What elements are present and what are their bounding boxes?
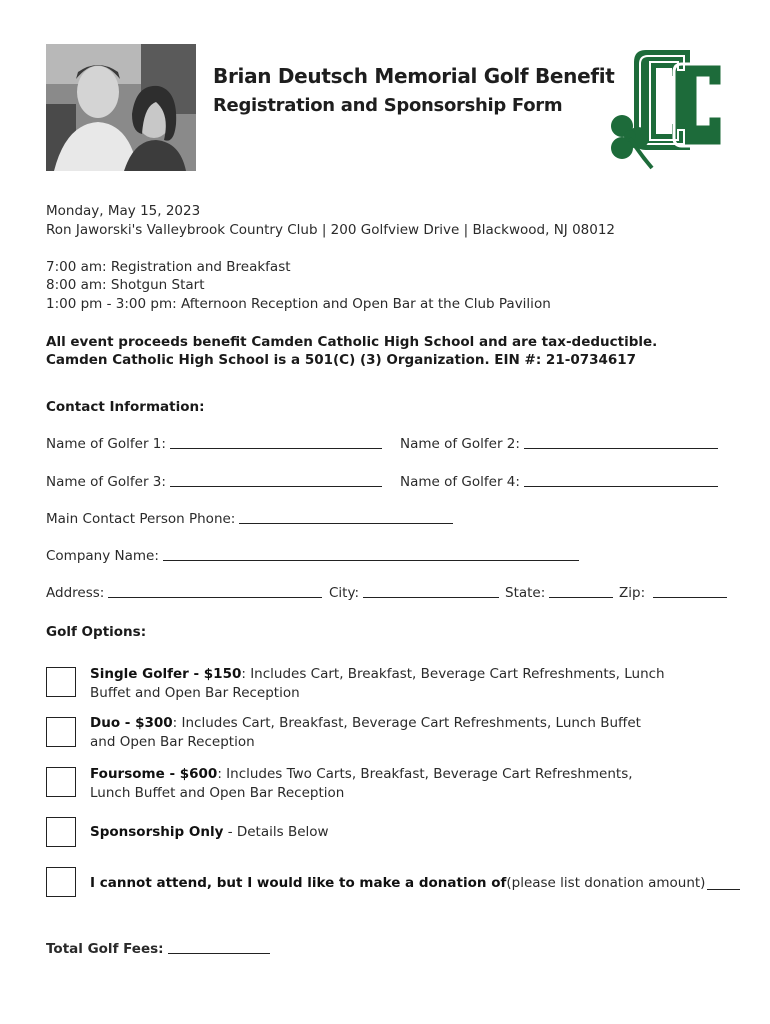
zip-label: Zip: (619, 585, 646, 601)
event-date: Monday, May 15, 2023 (46, 203, 201, 219)
address-label: Address: (46, 585, 105, 601)
duo-checkbox[interactable] (46, 717, 76, 747)
event-venue: Ron Jaworski's Valleybrook Country Club | 200 Golfview Drive | Blackwood, NJ 08012 (46, 222, 616, 238)
golfer-3-label: Name of Golfer 3: (46, 474, 166, 490)
company-line[interactable] (163, 559, 579, 561)
form-title: Brian Deutsch Memorial Golf Benefit (213, 64, 615, 88)
golfer-4-label: Name of Golfer 4: (400, 474, 520, 490)
golfer-4-line[interactable] (524, 485, 718, 487)
single-golfer-checkbox[interactable] (46, 667, 76, 697)
contact-heading: Contact Information: (46, 399, 205, 415)
city-line[interactable] (363, 596, 499, 598)
option-title: I cannot attend, but I would like to make a donation of (90, 875, 507, 891)
option-desc-cont: and Open Bar Reception (90, 734, 255, 750)
golfer-1-label: Name of Golfer 1: (46, 436, 166, 452)
memorial-photo (46, 44, 196, 171)
option-desc: : Includes Two Carts, Breakfast, Beverage Cart Refreshments, (217, 766, 633, 782)
state-label: State: (505, 585, 546, 601)
phone-line[interactable] (239, 522, 453, 524)
golf-options-heading: Golf Options: (46, 624, 147, 640)
golfer-2-line[interactable] (524, 447, 718, 449)
form-subtitle: Registration and Sponsorship Form (213, 95, 563, 116)
donation-checkbox[interactable] (46, 867, 76, 897)
state-field[interactable] (505, 585, 613, 601)
total-fees-label: Total Golf Fees: (46, 941, 164, 957)
ein-notice: Camden Catholic High School is a 501(C) (3) Organization. EIN #: 21-0734617 (46, 352, 637, 368)
option-desc: (please list donation amount) (506, 875, 706, 891)
phone-field[interactable] (46, 511, 453, 527)
sponsorship-checkbox[interactable] (46, 817, 76, 847)
donation-option (90, 874, 740, 893)
address-field[interactable] (46, 585, 322, 601)
option-desc-cont: Buffet and Open Bar Reception (90, 685, 300, 701)
donation-amount-line[interactable] (707, 888, 740, 890)
phone-label: Main Contact Person Phone: (46, 511, 236, 527)
option-title: Duo - $300 (90, 715, 173, 731)
option-desc: : Includes Cart, Breakfast, Beverage Cart Refreshments, Lunch Buffet (172, 715, 641, 731)
golfer-2-label: Name of Golfer 2: (400, 436, 520, 452)
golfer-2-field[interactable] (400, 436, 718, 452)
option-desc: : Includes Cart, Breakfast, Beverage Cart Refreshments, Lunch (241, 666, 665, 682)
total-fees-field[interactable] (46, 941, 270, 957)
option-title: Foursome - $600 (90, 766, 218, 782)
option-title: Sponsorship Only (90, 824, 224, 840)
city-label: City: (329, 585, 360, 601)
foursome-checkbox[interactable] (46, 767, 76, 797)
schedule-item: 7:00 am: Registration and Breakfast (46, 259, 291, 275)
zip-field[interactable] (619, 585, 727, 601)
sponsorship-option (90, 823, 690, 842)
company-field[interactable] (46, 548, 579, 564)
zip-line[interactable] (653, 596, 727, 598)
option-title: Single Golfer - $150 (90, 666, 242, 682)
golfer-1-field[interactable] (46, 436, 382, 452)
address-line[interactable] (108, 596, 322, 598)
state-line[interactable] (549, 596, 613, 598)
single-golfer-option (90, 665, 690, 703)
golfer-1-line[interactable] (170, 447, 382, 449)
golfer-4-field[interactable] (400, 474, 718, 490)
option-desc-cont: Lunch Buffet and Open Bar Reception (90, 785, 345, 801)
company-label: Company Name: (46, 548, 159, 564)
duo-option (90, 714, 690, 752)
total-fees-line[interactable] (168, 952, 270, 954)
golfer-3-line[interactable] (170, 485, 382, 487)
schedule-item: 8:00 am: Shotgun Start (46, 277, 205, 293)
option-desc: - Details Below (223, 824, 329, 840)
camden-catholic-logo (608, 46, 730, 172)
schedule-item: 1:00 pm - 3:00 pm: Afternoon Reception and Open Bar at the Club Pavilion (46, 296, 551, 312)
tax-notice: All event proceeds benefit Camden Catholic High School and are tax-deductible. (46, 334, 658, 350)
foursome-option (90, 765, 690, 803)
city-field[interactable] (329, 585, 499, 601)
golfer-3-field[interactable] (46, 474, 382, 490)
